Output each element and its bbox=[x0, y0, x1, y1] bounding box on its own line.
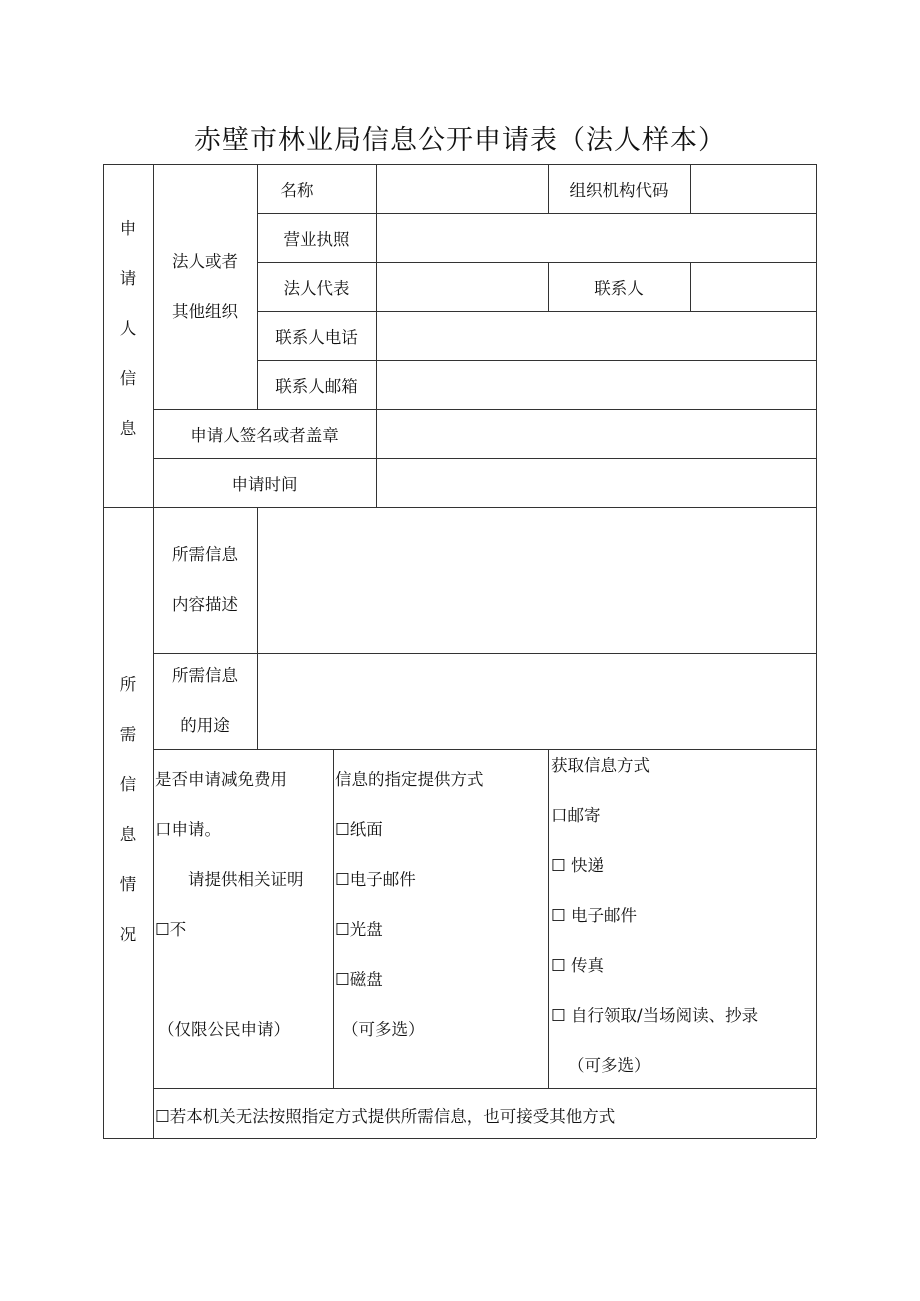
fee-no-checkbox[interactable]: ☐不 bbox=[155, 920, 187, 939]
provide-note: （可多选） bbox=[342, 1020, 425, 1039]
input-apply-time[interactable] bbox=[376, 458, 816, 507]
fee-apply-checkbox[interactable]: 口申请。 bbox=[155, 820, 221, 839]
fee-proof-text: 请提供相关证明 bbox=[188, 870, 304, 889]
fee-note: （仅限公民申请） bbox=[158, 1020, 290, 1039]
obtain-fax-checkbox[interactable]: ☐ 传真 bbox=[551, 956, 605, 975]
org-group-label bbox=[153, 164, 257, 409]
provide-header: 信息的指定提供方式 bbox=[335, 770, 484, 789]
row-divider bbox=[153, 1088, 816, 1089]
column-divider bbox=[333, 749, 334, 1088]
label-contact-email: 联系人邮箱 bbox=[275, 376, 358, 396]
section-char: 情 bbox=[119, 875, 137, 894]
row-divider bbox=[153, 749, 816, 750]
label-line: 所需信息 bbox=[172, 666, 238, 685]
section-char: 所 bbox=[119, 675, 137, 694]
org-group-line: 法人或者 bbox=[172, 251, 238, 271]
label-info-use bbox=[153, 653, 257, 749]
obtain-mail-checkbox[interactable]: 口邮寄 bbox=[551, 806, 601, 825]
label-license: 营业执照 bbox=[283, 229, 350, 249]
fee-header: 是否申请减免费用 bbox=[155, 770, 287, 789]
section-char: 申 bbox=[119, 219, 137, 238]
form-title: 赤壁市林业局信息公开申请表（法人样本） bbox=[194, 125, 726, 156]
input-contact-phone[interactable] bbox=[376, 311, 816, 360]
label-info-desc bbox=[153, 507, 257, 653]
provide-paper-checkbox[interactable]: ☐纸面 bbox=[335, 820, 383, 839]
label-signature: 申请人签名或者盖章 bbox=[190, 425, 339, 445]
input-legal-rep[interactable] bbox=[376, 262, 548, 311]
label-legal-rep: 法人代表 bbox=[283, 278, 350, 298]
section-char: 信 bbox=[119, 369, 137, 388]
label-apply-time: 申请时间 bbox=[231, 474, 298, 494]
obtain-header: 获取信息方式 bbox=[551, 756, 650, 775]
obtain-express-checkbox[interactable]: ☐ 快递 bbox=[551, 856, 605, 875]
label-contact-phone: 联系人电话 bbox=[275, 327, 358, 347]
input-org-code[interactable] bbox=[690, 164, 816, 213]
section-label-applicant bbox=[103, 204, 153, 454]
section-char: 息 bbox=[119, 825, 137, 844]
section-label-info bbox=[103, 660, 153, 960]
section-char: 信 bbox=[119, 775, 137, 794]
obtain-pickup-checkbox[interactable]: ☐ 自行领取/当场阅读、抄录 bbox=[551, 1006, 759, 1025]
label-org-code: 组织机构代码 bbox=[569, 180, 669, 200]
label-name: 名称 bbox=[280, 180, 314, 200]
label-contact: 联系人 bbox=[594, 278, 644, 298]
section-char: 需 bbox=[119, 725, 137, 744]
column-divider bbox=[548, 749, 549, 1088]
table-border-right bbox=[816, 164, 817, 1138]
section-char: 人 bbox=[119, 319, 137, 338]
input-signature[interactable] bbox=[376, 409, 816, 458]
provide-disk-checkbox[interactable]: ☐磁盘 bbox=[335, 970, 383, 989]
label-line: 的用途 bbox=[180, 716, 230, 735]
input-info-desc[interactable] bbox=[257, 507, 816, 653]
obtain-email-checkbox[interactable]: ☐ 电子邮件 bbox=[551, 906, 638, 925]
section-char: 况 bbox=[119, 925, 137, 944]
input-contact-email[interactable] bbox=[376, 360, 816, 409]
label-line: 所需信息 bbox=[172, 545, 238, 564]
obtain-note: （可多选） bbox=[568, 1056, 651, 1075]
input-name[interactable] bbox=[376, 164, 548, 213]
provide-cd-checkbox[interactable]: ☐光盘 bbox=[335, 920, 383, 939]
table-border-bottom bbox=[103, 1138, 816, 1139]
provide-email-checkbox[interactable]: ☐电子邮件 bbox=[335, 870, 416, 889]
input-contact[interactable] bbox=[690, 262, 816, 311]
input-info-use[interactable] bbox=[257, 653, 816, 749]
org-group-line: 其他组织 bbox=[172, 301, 238, 321]
input-license[interactable] bbox=[376, 213, 816, 262]
section-char: 请 bbox=[119, 269, 137, 288]
alternative-method-checkbox[interactable]: ☐若本机关无法按照指定方式提供所需信息，也可接受其他方式 bbox=[155, 1107, 616, 1126]
label-line: 内容描述 bbox=[172, 595, 238, 614]
section-char: 息 bbox=[119, 419, 137, 438]
